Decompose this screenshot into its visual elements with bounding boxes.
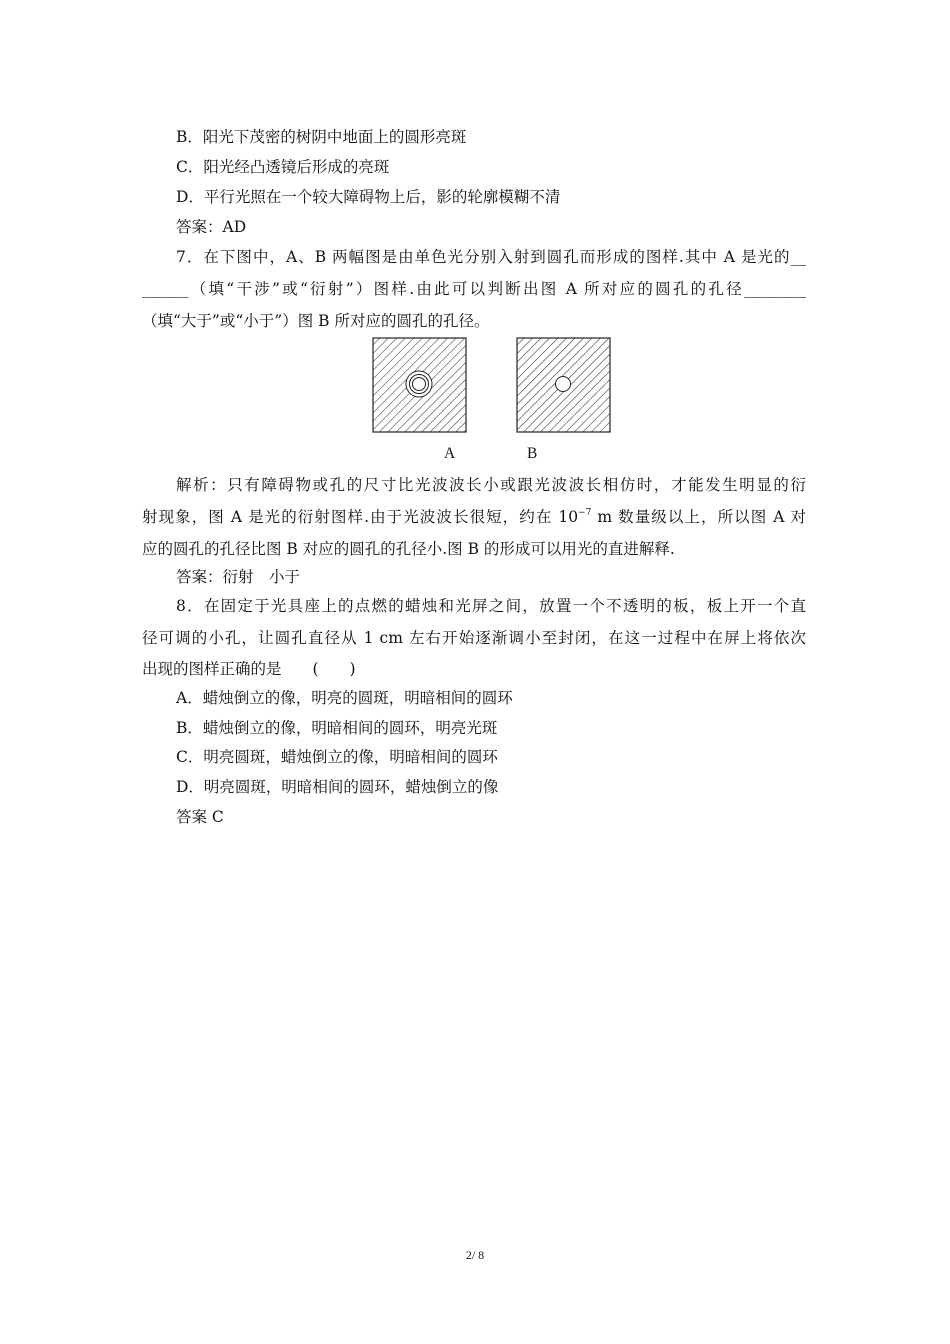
q7-analysis-line3: 应的圆孔的孔径比图 B 对应的圆孔的孔径小.图 B 的形成可以用光的直进解释. (142, 540, 675, 558)
figure-a-inner-spot (413, 378, 426, 391)
figure-a (373, 338, 466, 432)
q8-option-a: A．蜡烛倒立的像，明亮的圆斑，明暗相间的圆环 (176, 689, 513, 707)
q6-option-c: C．阳光经凸透镜后形成的亮斑 (176, 158, 390, 176)
diffraction-figures-svg (372, 337, 612, 435)
q7-analysis-line1: 解析：只有障碍物或孔的尺寸比光波波长小或跟光波波长相仿时，才能发生明显的衍 (176, 476, 806, 494)
q7-answer: 答案：衍射 小于 (176, 568, 301, 586)
q6-option-d: D．平行光照在一个较大障碍物上后，影的轮廓模糊不清 (176, 188, 561, 206)
page-number: 2/ 8 (465, 1248, 485, 1262)
figure-b-label: B (527, 445, 538, 462)
q8-stem-line1: 8．在固定于光具座上的点燃的蜡烛和光屏之间，放置一个不透明的板，板上开一个直 (176, 597, 806, 615)
figure-a-label: A (444, 445, 456, 462)
q7-stem-line2: ______（填“干涉”或“衍射”）图样.由此可以判断出图 A 所对应的圆孔的孔径________ (142, 280, 806, 298)
q8-stem-line2: 径可调的小孔，让圆孔直径从 1 cm 左右开始逐渐调小至封闭，在这一过程中在屏上将依次 (142, 629, 806, 647)
q8-option-c: C．明亮圆斑，蜡烛倒立的像，明暗相间的圆环 (176, 748, 498, 766)
q8-answer: 答案 C (176, 808, 224, 826)
q7-analysis-line2-text-b: m 数量级以上，所以图 A 对 (591, 508, 806, 526)
q7-analysis-line2 (142, 507, 806, 527)
q7-analysis-line2-text-a: 射现象，图 A 是光的衍射图样.由于光波波长很短，约在 10 (142, 508, 579, 526)
q8-stem-line3: 出现的图样正确的是 ( ) (142, 660, 356, 678)
q8-option-d: D．明亮圆斑，明暗相间的圆环，蜡烛倒立的像 (176, 778, 499, 796)
q7-stem-line1: 7．在下图中，A、B 两幅图是由单色光分别入射到圆孔而形成的图样.其中 A 是光的__ (176, 248, 806, 266)
q8-option-b: B．蜡烛倒立的像，明暗相间的圆环，明亮光斑 (176, 719, 498, 737)
diffraction-figures (372, 337, 612, 435)
q7-analysis-exponent: −7 (578, 507, 592, 518)
figure-b-bright-spot (556, 377, 571, 392)
q6-option-b: B．阳光下茂密的树阴中地面上的圆形亮斑 (176, 128, 467, 146)
q6-answer: 答案：AD (176, 218, 247, 236)
q7-stem-line3: （填“大于”或“小于”）图 B 所对应的圆孔的孔径。 (142, 312, 490, 330)
figure-b (517, 338, 610, 432)
